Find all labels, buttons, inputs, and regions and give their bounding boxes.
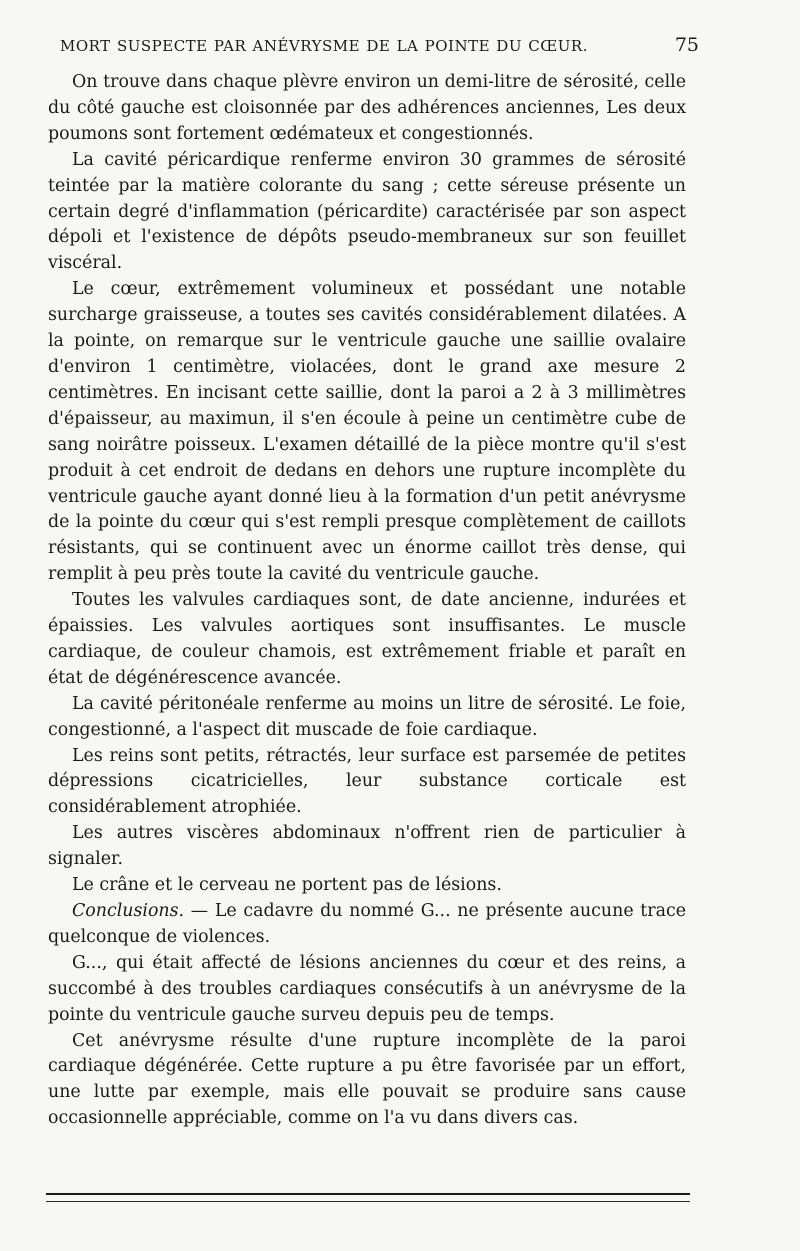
body-text (48, 70, 686, 1132)
paragraph-peritoine: La cavité péritonéale renferme au moins un litre de sérosité. Le foie, congestionné, a l'aspect dit muscade de foie cardiaque. (48, 693, 686, 740)
paragraph-conclusions (48, 899, 686, 951)
paragraph-anevrysme: Cet anévrysme résulte d'une rupture incomplète de la paroi cardiaque dégénérée. Cette rupture a pu être favorisée par un effort, une lutte par exemple, mais elle pouvait se produire sans cause occasionnelle appréciable, comme on l'a vu dans divers cas. (48, 1030, 686, 1129)
paragraph-pericarde: La cavité péricardique renferme environ 30 grammes de sérosité teintée par la matière colorante du sang ; cette séreuse présente un certain degré d'inflammation (péricardite) caractérisée par son aspect dépoli et l'existence de dépôts pseudo-membraneux sur son feuillet viscéral. (48, 149, 686, 274)
footer-rule-thick (46, 1193, 690, 1195)
running-head: MORT SUSPECTE PAR ANÉVRYSME DE LA POINTE DU CŒUR. (60, 37, 588, 55)
paragraph-reins: Les reins sont petits, rétractés, leur surface est parsemée de petites dépressions cicatricielles, leur substance corticale est considérablement atrophiée. (48, 745, 686, 818)
paragraph-valvules: Toutes les valvules cardiaques sont, de date ancienne, indurées et épaissies. Les valvules aortiques sont insuffisantes. Le muscle cardiaque, de couleur chamois, est extrêmement friable et paraît en état de dégénérescence avancée. (48, 590, 686, 688)
page-number: 75 (674, 34, 699, 56)
paragraph-visceres: Les autres viscères abdominaux n'offrent rien de particulier à signaler. (48, 823, 686, 870)
paragraph-plevre: On trouve dans chaque plèvre environ un demi-litre de sérosité, celle du côté gauche est cloisonnée par des adhérences anciennes, Les deux poumons sont fortement œdémateux et congestionnés. (48, 72, 686, 144)
page-header (60, 34, 699, 58)
conclusions-text: — Le cadavre du nommé G... ne présente aucune trace quelconque de violences. (48, 901, 686, 947)
paragraph-coeur: Le cœur, extrêmement volumineux et possédant une notable surcharge graisseuse, a toutes ses cavités considérablement dilatées. A la pointe, on remarque sur le ventricule gauche une saillie ovalaire d'environ 1 centimètre, violacées, dont le grand axe mesure 2 centimètres. En incisant cette saillie, dont la paroi a 2 à 3 millimètres d'épaisseur, au maximun, il s'en écoule à peine un centimètre cube de sang noirâtre poisseux. L'examen détaillé de la pièce montre qu'il s'est produit à cet endroit de dedans en dehors une rupture incomplète du ventricule gauche ayant donné lieu à la formation d'un petit anévrysme de la pointe du cœur qui s'est rempli presque complètement de caillots résistants, qui se continuent avec un énorme caillot très dense, qui remplit à peu près toute la cavité du ventricule gauche. (48, 279, 686, 585)
paragraph-succombe: G..., qui était affecté de lésions anciennes du cœur et des reins, a succombé à des troubles cardiaques consécutifs à un anévrysme de la pointe du ventricule gauche surveu depuis peu de temps. (48, 952, 686, 1025)
conclusions-label: Conclusions. (72, 901, 185, 921)
paragraph-crane: Le crâne et le cerveau ne portent pas de lésions. (72, 875, 502, 896)
footer-rule-thin (46, 1201, 690, 1202)
